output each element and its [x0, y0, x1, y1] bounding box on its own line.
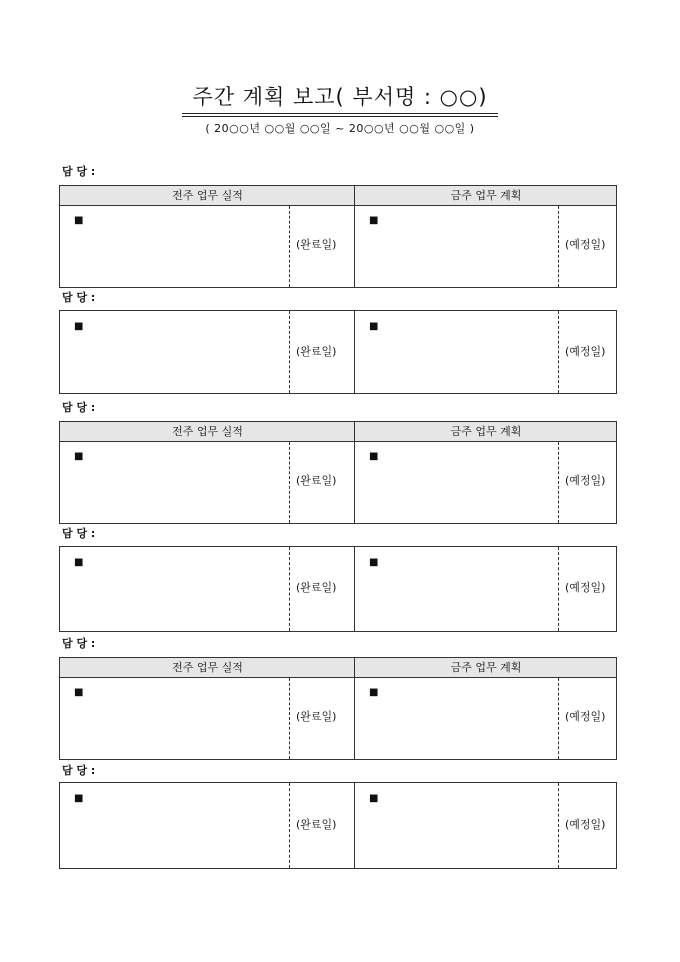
- date-divider-right: [558, 783, 559, 868]
- owner-label: 담 당 :: [62, 291, 96, 304]
- column-header-row: [60, 658, 616, 678]
- owner-label: 담 당 :: [62, 764, 96, 777]
- this-week-bullet: ■: [369, 557, 379, 568]
- title-underline-top: [182, 113, 498, 114]
- prev-week-header: 전주 업무 실적: [172, 661, 243, 674]
- date-divider-left: [289, 311, 290, 393]
- date-divider-right: [558, 547, 559, 631]
- planned-date-label: (예정일): [565, 581, 606, 594]
- planned-date-label: (예정일): [565, 474, 606, 487]
- this-week-bullet: ■: [369, 451, 379, 462]
- column-divider: [354, 186, 355, 287]
- prev-week-bullet: ■: [74, 215, 84, 226]
- date-divider-right: [558, 678, 559, 759]
- column-divider: [354, 783, 355, 868]
- completed-date-label: (완료일): [296, 710, 337, 723]
- report-box: [59, 546, 617, 632]
- date-divider-right: [558, 442, 559, 523]
- owner-label: 담 당 :: [62, 527, 96, 540]
- date-divider-right: [558, 311, 559, 393]
- planned-date-label: (예정일): [565, 345, 606, 358]
- this-week-bullet: ■: [369, 321, 379, 332]
- report-box: [59, 782, 617, 869]
- report-box: [59, 310, 617, 394]
- report-title: 주간 계획 보고( 부서명 : ○○): [192, 85, 488, 109]
- date-divider-left: [289, 206, 290, 287]
- planned-date-label: (예정일): [565, 818, 606, 831]
- column-divider: [354, 311, 355, 393]
- column-divider: [354, 658, 355, 759]
- owner-label: 담 당 :: [62, 165, 96, 178]
- completed-date-label: (완료일): [296, 818, 337, 831]
- date-divider-left: [289, 442, 290, 523]
- date-divider-left: [289, 783, 290, 868]
- this-week-bullet: ■: [369, 687, 379, 698]
- column-divider: [354, 422, 355, 523]
- this-week-bullet: ■: [369, 793, 379, 804]
- column-header-row: [60, 422, 616, 442]
- date-divider-right: [558, 206, 559, 287]
- planned-date-label: (예정일): [565, 238, 606, 251]
- prev-week-header: 전주 업무 실적: [172, 425, 243, 438]
- date-divider-left: [289, 547, 290, 631]
- prev-week-header: 전주 업무 실적: [172, 189, 243, 202]
- date-divider-left: [289, 678, 290, 759]
- column-divider: [354, 547, 355, 631]
- prev-week-bullet: ■: [74, 451, 84, 462]
- prev-week-bullet: ■: [74, 557, 84, 568]
- completed-date-label: (완료일): [296, 345, 337, 358]
- report-box-with-header: [59, 185, 617, 288]
- report-box-with-header: [59, 421, 617, 524]
- planned-date-label: (예정일): [565, 710, 606, 723]
- column-header-row: [60, 186, 616, 206]
- this-week-header: 금주 업무 계획: [450, 661, 522, 674]
- this-week-header: 금주 업무 계획: [450, 189, 522, 202]
- prev-week-bullet: ■: [74, 687, 84, 698]
- owner-label: 담 당 :: [62, 637, 96, 650]
- prev-week-bullet: ■: [74, 793, 84, 804]
- completed-date-label: (완료일): [296, 581, 337, 594]
- owner-label: 담 당 :: [62, 401, 96, 414]
- this-week-bullet: ■: [369, 215, 379, 226]
- completed-date-label: (완료일): [296, 474, 337, 487]
- report-box-with-header: [59, 657, 617, 760]
- this-week-header: 금주 업무 계획: [450, 425, 522, 438]
- report-period: ( 20○○년 ○○월 ○○일 ~ 20○○년 ○○월 ○○일 ): [205, 122, 475, 135]
- title-underline-bottom: [182, 116, 498, 117]
- completed-date-label: (완료일): [296, 238, 337, 251]
- prev-week-bullet: ■: [74, 321, 84, 332]
